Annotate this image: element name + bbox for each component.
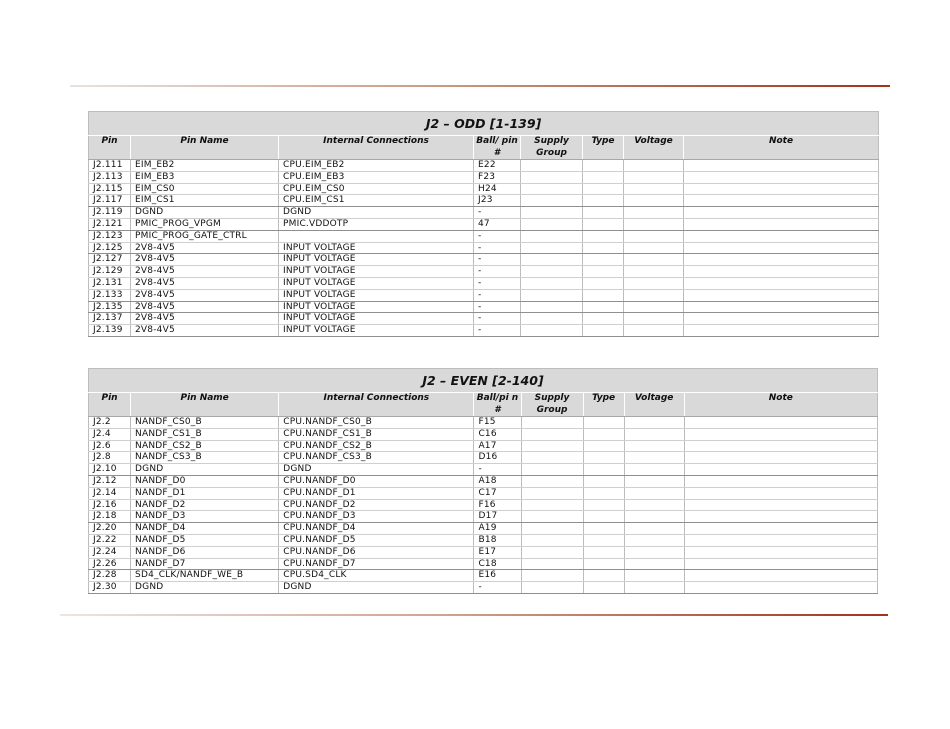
table-title: J2 – ODD [1-139] bbox=[89, 112, 879, 136]
ball-pin-cell: C18 bbox=[474, 558, 521, 570]
type-cell bbox=[583, 277, 624, 289]
note-cell bbox=[684, 511, 877, 523]
pin-cell: J2.8 bbox=[89, 452, 131, 464]
pin-name-cell: 2V8-4V5 bbox=[131, 313, 279, 325]
internal-connection-cell: CPU.EIM_CS0 bbox=[279, 183, 474, 195]
voltage-cell bbox=[624, 570, 684, 582]
pin-name-cell: NANDF_D6 bbox=[131, 546, 279, 558]
pin-name-cell: SD4_CLK/NANDF_WE_B bbox=[131, 570, 279, 582]
note-cell bbox=[684, 171, 879, 183]
voltage-cell bbox=[624, 301, 684, 313]
voltage-cell bbox=[624, 254, 684, 266]
note-cell bbox=[684, 313, 879, 325]
ball-pin-cell: E17 bbox=[474, 546, 521, 558]
voltage-cell bbox=[624, 289, 684, 301]
type-cell bbox=[583, 160, 624, 172]
table-row bbox=[89, 546, 878, 558]
note-cell bbox=[684, 558, 877, 570]
note-cell bbox=[684, 523, 877, 535]
table-row bbox=[89, 242, 879, 254]
column-header-note: Note bbox=[684, 393, 877, 417]
column-header-ball-pin: Ball/pi n # bbox=[474, 393, 521, 417]
pin-name-cell: NANDF_D7 bbox=[131, 558, 279, 570]
supply-group-cell bbox=[521, 499, 583, 511]
internal-connection-cell: CPU.NANDF_CS2_B bbox=[279, 440, 474, 452]
type-cell bbox=[583, 218, 624, 230]
voltage-cell bbox=[624, 582, 684, 594]
pin-cell: J2.121 bbox=[89, 218, 131, 230]
table-row bbox=[89, 558, 878, 570]
ball-pin-cell: E22 bbox=[474, 160, 521, 172]
voltage-cell bbox=[624, 417, 684, 429]
supply-group-cell bbox=[521, 218, 583, 230]
supply-group-cell bbox=[521, 464, 583, 476]
ball-pin-cell: A17 bbox=[474, 440, 521, 452]
ball-pin-cell: - bbox=[474, 313, 521, 325]
voltage-cell bbox=[624, 523, 684, 535]
pin-name-cell: EIM_CS1 bbox=[131, 195, 279, 207]
internal-connection-cell: CPU.NANDF_D0 bbox=[279, 475, 474, 487]
internal-connection-cell: CPU.NANDF_CS1_B bbox=[279, 428, 474, 440]
internal-connection-cell: CPU.NANDF_D7 bbox=[279, 558, 474, 570]
pin-cell: J2.129 bbox=[89, 266, 131, 278]
ball-pin-cell: F23 bbox=[474, 171, 521, 183]
note-cell bbox=[684, 440, 877, 452]
supply-group-cell bbox=[521, 266, 583, 278]
supply-group-cell bbox=[521, 313, 583, 325]
ball-pin-cell: - bbox=[474, 254, 521, 266]
table-row bbox=[89, 230, 879, 242]
footer-rule bbox=[60, 614, 888, 616]
table-row bbox=[89, 440, 878, 452]
note-cell bbox=[684, 289, 879, 301]
voltage-cell bbox=[624, 325, 684, 337]
pin-name-cell: NANDF_D2 bbox=[131, 499, 279, 511]
note-cell bbox=[684, 160, 879, 172]
pin-cell: J2.127 bbox=[89, 254, 131, 266]
pin-cell: J2.6 bbox=[89, 440, 131, 452]
internal-connection-cell: INPUT VOLTAGE bbox=[279, 301, 474, 313]
ball-pin-cell: C16 bbox=[474, 428, 521, 440]
supply-group-cell bbox=[521, 242, 583, 254]
supply-group-cell bbox=[521, 523, 583, 535]
ball-pin-cell: A18 bbox=[474, 475, 521, 487]
internal-connection-cell: CPU.EIM_EB3 bbox=[279, 171, 474, 183]
table-row bbox=[89, 523, 878, 535]
supply-group-cell bbox=[521, 475, 583, 487]
header-rule bbox=[70, 85, 890, 87]
note-cell bbox=[684, 570, 877, 582]
supply-group-cell bbox=[521, 183, 583, 195]
pin-name-cell: EIM_EB2 bbox=[131, 160, 279, 172]
table-row bbox=[89, 171, 879, 183]
ball-pin-cell: - bbox=[474, 277, 521, 289]
ball-pin-cell: - bbox=[474, 207, 521, 219]
voltage-cell bbox=[624, 230, 684, 242]
supply-group-cell bbox=[521, 207, 583, 219]
pin-name-cell: 2V8-4V5 bbox=[131, 242, 279, 254]
internal-connection-cell: INPUT VOLTAGE bbox=[279, 242, 474, 254]
voltage-cell bbox=[624, 218, 684, 230]
supply-group-cell bbox=[521, 534, 583, 546]
supply-group-cell bbox=[521, 487, 583, 499]
pin-cell: J2.113 bbox=[89, 171, 131, 183]
voltage-cell bbox=[624, 277, 684, 289]
type-cell bbox=[583, 570, 624, 582]
note-cell bbox=[684, 546, 877, 558]
pin-name-cell: PMIC_PROG_VPGM bbox=[131, 218, 279, 230]
type-cell bbox=[583, 230, 624, 242]
pin-cell: J2.14 bbox=[89, 487, 131, 499]
note-cell bbox=[684, 452, 877, 464]
internal-connection-cell: CPU.NANDF_D5 bbox=[279, 534, 474, 546]
pin-name-cell: NANDF_D1 bbox=[131, 487, 279, 499]
ball-pin-cell: 47 bbox=[474, 218, 521, 230]
type-cell bbox=[583, 242, 624, 254]
pin-name-cell: NANDF_D5 bbox=[131, 534, 279, 546]
pin-name-cell: DGND bbox=[131, 464, 279, 476]
pin-table-odd bbox=[88, 111, 879, 337]
column-header-type: Type bbox=[583, 393, 624, 417]
table-row bbox=[89, 417, 878, 429]
type-cell bbox=[583, 207, 624, 219]
internal-connection-cell: CPU.EIM_EB2 bbox=[279, 160, 474, 172]
voltage-cell bbox=[624, 195, 684, 207]
note-cell bbox=[684, 301, 879, 313]
note-cell bbox=[684, 325, 879, 337]
voltage-cell bbox=[624, 499, 684, 511]
table-row bbox=[89, 582, 878, 594]
pin-cell: J2.20 bbox=[89, 523, 131, 535]
type-cell bbox=[583, 452, 624, 464]
internal-connection-cell: CPU.NANDF_D3 bbox=[279, 511, 474, 523]
supply-group-cell bbox=[521, 440, 583, 452]
table-row bbox=[89, 160, 879, 172]
note-cell bbox=[684, 207, 879, 219]
pin-name-cell: NANDF_D4 bbox=[131, 523, 279, 535]
column-header-pin-name: Pin Name bbox=[131, 136, 279, 160]
pin-cell: J2.123 bbox=[89, 230, 131, 242]
table-row bbox=[89, 218, 879, 230]
ball-pin-cell: - bbox=[474, 289, 521, 301]
internal-connection-cell: CPU.NANDF_D6 bbox=[279, 546, 474, 558]
type-cell bbox=[583, 582, 624, 594]
pin-cell: J2.111 bbox=[89, 160, 131, 172]
table-row bbox=[89, 254, 879, 266]
table-row bbox=[89, 464, 878, 476]
type-cell bbox=[583, 440, 624, 452]
column-header-voltage: Voltage bbox=[624, 136, 684, 160]
note-cell bbox=[684, 277, 879, 289]
supply-group-cell bbox=[521, 171, 583, 183]
internal-connection-cell: CPU.NANDF_CS0_B bbox=[279, 417, 474, 429]
internal-connection-cell: INPUT VOLTAGE bbox=[279, 289, 474, 301]
type-cell bbox=[583, 301, 624, 313]
pin-cell: J2.2 bbox=[89, 417, 131, 429]
type-cell bbox=[583, 511, 624, 523]
internal-connection-cell: DGND bbox=[279, 582, 474, 594]
voltage-cell bbox=[624, 313, 684, 325]
column-header-note: Note bbox=[684, 136, 879, 160]
supply-group-cell bbox=[521, 417, 583, 429]
type-cell bbox=[583, 428, 624, 440]
supply-group-cell bbox=[521, 160, 583, 172]
ball-pin-cell: F15 bbox=[474, 417, 521, 429]
table-row bbox=[89, 428, 878, 440]
column-headers bbox=[89, 136, 879, 160]
supply-group-cell bbox=[521, 582, 583, 594]
voltage-cell bbox=[624, 558, 684, 570]
internal-connection-cell: DGND bbox=[279, 207, 474, 219]
ball-pin-cell: C17 bbox=[474, 487, 521, 499]
type-cell bbox=[583, 183, 624, 195]
voltage-cell bbox=[624, 511, 684, 523]
pin-name-cell: DGND bbox=[131, 207, 279, 219]
table-row bbox=[89, 570, 878, 582]
pin-name-cell: 2V8-4V5 bbox=[131, 325, 279, 337]
supply-group-cell bbox=[521, 570, 583, 582]
table-row bbox=[89, 207, 879, 219]
note-cell bbox=[684, 499, 877, 511]
supply-group-cell bbox=[521, 230, 583, 242]
note-cell bbox=[684, 487, 877, 499]
internal-connection-cell: DGND bbox=[279, 464, 474, 476]
supply-group-cell bbox=[521, 558, 583, 570]
pin-name-cell: 2V8-4V5 bbox=[131, 266, 279, 278]
pin-name-cell: 2V8-4V5 bbox=[131, 254, 279, 266]
pin-cell: J2.4 bbox=[89, 428, 131, 440]
table-row bbox=[89, 301, 879, 313]
voltage-cell bbox=[624, 266, 684, 278]
pin-cell: J2.135 bbox=[89, 301, 131, 313]
table-body bbox=[89, 160, 879, 337]
column-header-supply-group: Supply Group bbox=[521, 393, 583, 417]
ball-pin-cell: F16 bbox=[474, 499, 521, 511]
note-cell bbox=[684, 464, 877, 476]
pin-cell: J2.26 bbox=[89, 558, 131, 570]
pin-cell: J2.117 bbox=[89, 195, 131, 207]
type-cell bbox=[583, 558, 624, 570]
ball-pin-cell: - bbox=[474, 582, 521, 594]
supply-group-cell bbox=[521, 277, 583, 289]
type-cell bbox=[583, 171, 624, 183]
internal-connection-cell: CPU.NANDF_D4 bbox=[279, 523, 474, 535]
table-row bbox=[89, 325, 879, 337]
table-row bbox=[89, 452, 878, 464]
pin-cell: J2.12 bbox=[89, 475, 131, 487]
internal-connection-cell: INPUT VOLTAGE bbox=[279, 277, 474, 289]
internal-connection-cell: INPUT VOLTAGE bbox=[279, 266, 474, 278]
internal-connection-cell: CPU.NANDF_CS3_B bbox=[279, 452, 474, 464]
note-cell bbox=[684, 534, 877, 546]
column-header-type: Type bbox=[583, 136, 624, 160]
type-cell bbox=[583, 289, 624, 301]
table-row bbox=[89, 534, 878, 546]
supply-group-cell bbox=[521, 301, 583, 313]
supply-group-cell bbox=[521, 452, 583, 464]
column-header-internal-connections: Internal Connections bbox=[279, 393, 474, 417]
table-body bbox=[89, 417, 878, 594]
supply-group-cell bbox=[521, 511, 583, 523]
voltage-cell bbox=[624, 171, 684, 183]
type-cell bbox=[583, 195, 624, 207]
ball-pin-cell: B18 bbox=[474, 534, 521, 546]
type-cell bbox=[583, 475, 624, 487]
internal-connection-cell: CPU.NANDF_D2 bbox=[279, 499, 474, 511]
ball-pin-cell: A19 bbox=[474, 523, 521, 535]
pin-name-cell: 2V8-4V5 bbox=[131, 277, 279, 289]
column-headers bbox=[89, 393, 878, 417]
type-cell bbox=[583, 325, 624, 337]
type-cell bbox=[583, 499, 624, 511]
type-cell bbox=[583, 534, 624, 546]
ball-pin-cell: - bbox=[474, 464, 521, 476]
column-header-ball-pin: Ball/ pin # bbox=[474, 136, 521, 160]
pin-cell: J2.30 bbox=[89, 582, 131, 594]
pin-name-cell: NANDF_CS1_B bbox=[131, 428, 279, 440]
note-cell bbox=[684, 428, 877, 440]
ball-pin-cell: H24 bbox=[474, 183, 521, 195]
supply-group-cell bbox=[521, 428, 583, 440]
pin-cell: J2.28 bbox=[89, 570, 131, 582]
type-cell bbox=[583, 266, 624, 278]
pin-cell: J2.131 bbox=[89, 277, 131, 289]
supply-group-cell bbox=[521, 325, 583, 337]
voltage-cell bbox=[624, 207, 684, 219]
note-cell bbox=[684, 183, 879, 195]
type-cell bbox=[583, 464, 624, 476]
voltage-cell bbox=[624, 546, 684, 558]
internal-connection-cell: INPUT VOLTAGE bbox=[279, 254, 474, 266]
note-cell bbox=[684, 230, 879, 242]
type-cell bbox=[583, 546, 624, 558]
supply-group-cell bbox=[521, 254, 583, 266]
voltage-cell bbox=[624, 475, 684, 487]
pin-name-cell: 2V8-4V5 bbox=[131, 301, 279, 313]
pin-cell: J2.24 bbox=[89, 546, 131, 558]
table-row bbox=[89, 475, 878, 487]
table-row bbox=[89, 499, 878, 511]
note-cell bbox=[684, 195, 879, 207]
internal-connection-cell bbox=[279, 230, 474, 242]
note-cell bbox=[684, 582, 877, 594]
table-row bbox=[89, 183, 879, 195]
internal-connection-cell: INPUT VOLTAGE bbox=[279, 325, 474, 337]
pin-name-cell: EIM_EB3 bbox=[131, 171, 279, 183]
column-header-supply-group: Supply Group bbox=[521, 136, 583, 160]
pin-cell: J2.115 bbox=[89, 183, 131, 195]
note-cell bbox=[684, 266, 879, 278]
pin-cell: J2.10 bbox=[89, 464, 131, 476]
voltage-cell bbox=[624, 452, 684, 464]
note-cell bbox=[684, 475, 877, 487]
internal-connection-cell: CPU.SD4_CLK bbox=[279, 570, 474, 582]
pin-cell: J2.119 bbox=[89, 207, 131, 219]
ball-pin-cell: J23 bbox=[474, 195, 521, 207]
column-header-pin: Pin bbox=[89, 136, 131, 160]
ball-pin-cell: D16 bbox=[474, 452, 521, 464]
pin-cell: J2.125 bbox=[89, 242, 131, 254]
table-row bbox=[89, 487, 878, 499]
ball-pin-cell: D17 bbox=[474, 511, 521, 523]
pin-cell: J2.16 bbox=[89, 499, 131, 511]
ball-pin-cell: - bbox=[474, 301, 521, 313]
internal-connection-cell: CPU.EIM_CS1 bbox=[279, 195, 474, 207]
pin-name-cell: DGND bbox=[131, 582, 279, 594]
column-header-pin: Pin bbox=[89, 393, 131, 417]
pin-name-cell: NANDF_D0 bbox=[131, 475, 279, 487]
note-cell bbox=[684, 242, 879, 254]
ball-pin-cell: - bbox=[474, 325, 521, 337]
internal-connection-cell: CPU.NANDF_D1 bbox=[279, 487, 474, 499]
internal-connection-cell: INPUT VOLTAGE bbox=[279, 313, 474, 325]
voltage-cell bbox=[624, 464, 684, 476]
pin-cell: J2.18 bbox=[89, 511, 131, 523]
pin-name-cell: NANDF_CS0_B bbox=[131, 417, 279, 429]
voltage-cell bbox=[624, 183, 684, 195]
note-cell bbox=[684, 254, 879, 266]
supply-group-cell bbox=[521, 289, 583, 301]
internal-connection-cell: PMIC.VDDOTP bbox=[279, 218, 474, 230]
supply-group-cell bbox=[521, 546, 583, 558]
type-cell bbox=[583, 523, 624, 535]
table-row bbox=[89, 289, 879, 301]
table-row bbox=[89, 511, 878, 523]
ball-pin-cell: - bbox=[474, 242, 521, 254]
table-title: J2 – EVEN [2-140] bbox=[89, 369, 878, 393]
pin-name-cell: NANDF_CS2_B bbox=[131, 440, 279, 452]
pin-table-even bbox=[88, 368, 878, 594]
pin-name-cell: NANDF_CS3_B bbox=[131, 452, 279, 464]
pin-cell: J2.137 bbox=[89, 313, 131, 325]
table-row bbox=[89, 313, 879, 325]
voltage-cell bbox=[624, 487, 684, 499]
column-header-internal-connections: Internal Connections bbox=[279, 136, 474, 160]
table-row bbox=[89, 195, 879, 207]
ball-pin-cell: E16 bbox=[474, 570, 521, 582]
type-cell bbox=[583, 254, 624, 266]
ball-pin-cell: - bbox=[474, 230, 521, 242]
column-header-pin-name: Pin Name bbox=[131, 393, 279, 417]
voltage-cell bbox=[624, 440, 684, 452]
supply-group-cell bbox=[521, 195, 583, 207]
type-cell bbox=[583, 313, 624, 325]
pin-name-cell: EIM_CS0 bbox=[131, 183, 279, 195]
ball-pin-cell: - bbox=[474, 266, 521, 278]
voltage-cell bbox=[624, 534, 684, 546]
table-row bbox=[89, 266, 879, 278]
voltage-cell bbox=[624, 428, 684, 440]
pin-cell: J2.133 bbox=[89, 289, 131, 301]
column-header-voltage: Voltage bbox=[624, 393, 684, 417]
note-cell bbox=[684, 218, 879, 230]
pin-name-cell: NANDF_D3 bbox=[131, 511, 279, 523]
note-cell bbox=[684, 417, 877, 429]
pin-name-cell: 2V8-4V5 bbox=[131, 289, 279, 301]
type-cell bbox=[583, 487, 624, 499]
pin-cell: J2.139 bbox=[89, 325, 131, 337]
table-row bbox=[89, 277, 879, 289]
voltage-cell bbox=[624, 242, 684, 254]
pin-cell: J2.22 bbox=[89, 534, 131, 546]
type-cell bbox=[583, 417, 624, 429]
voltage-cell bbox=[624, 160, 684, 172]
pin-name-cell: PMIC_PROG_GATE_CTRL bbox=[131, 230, 279, 242]
